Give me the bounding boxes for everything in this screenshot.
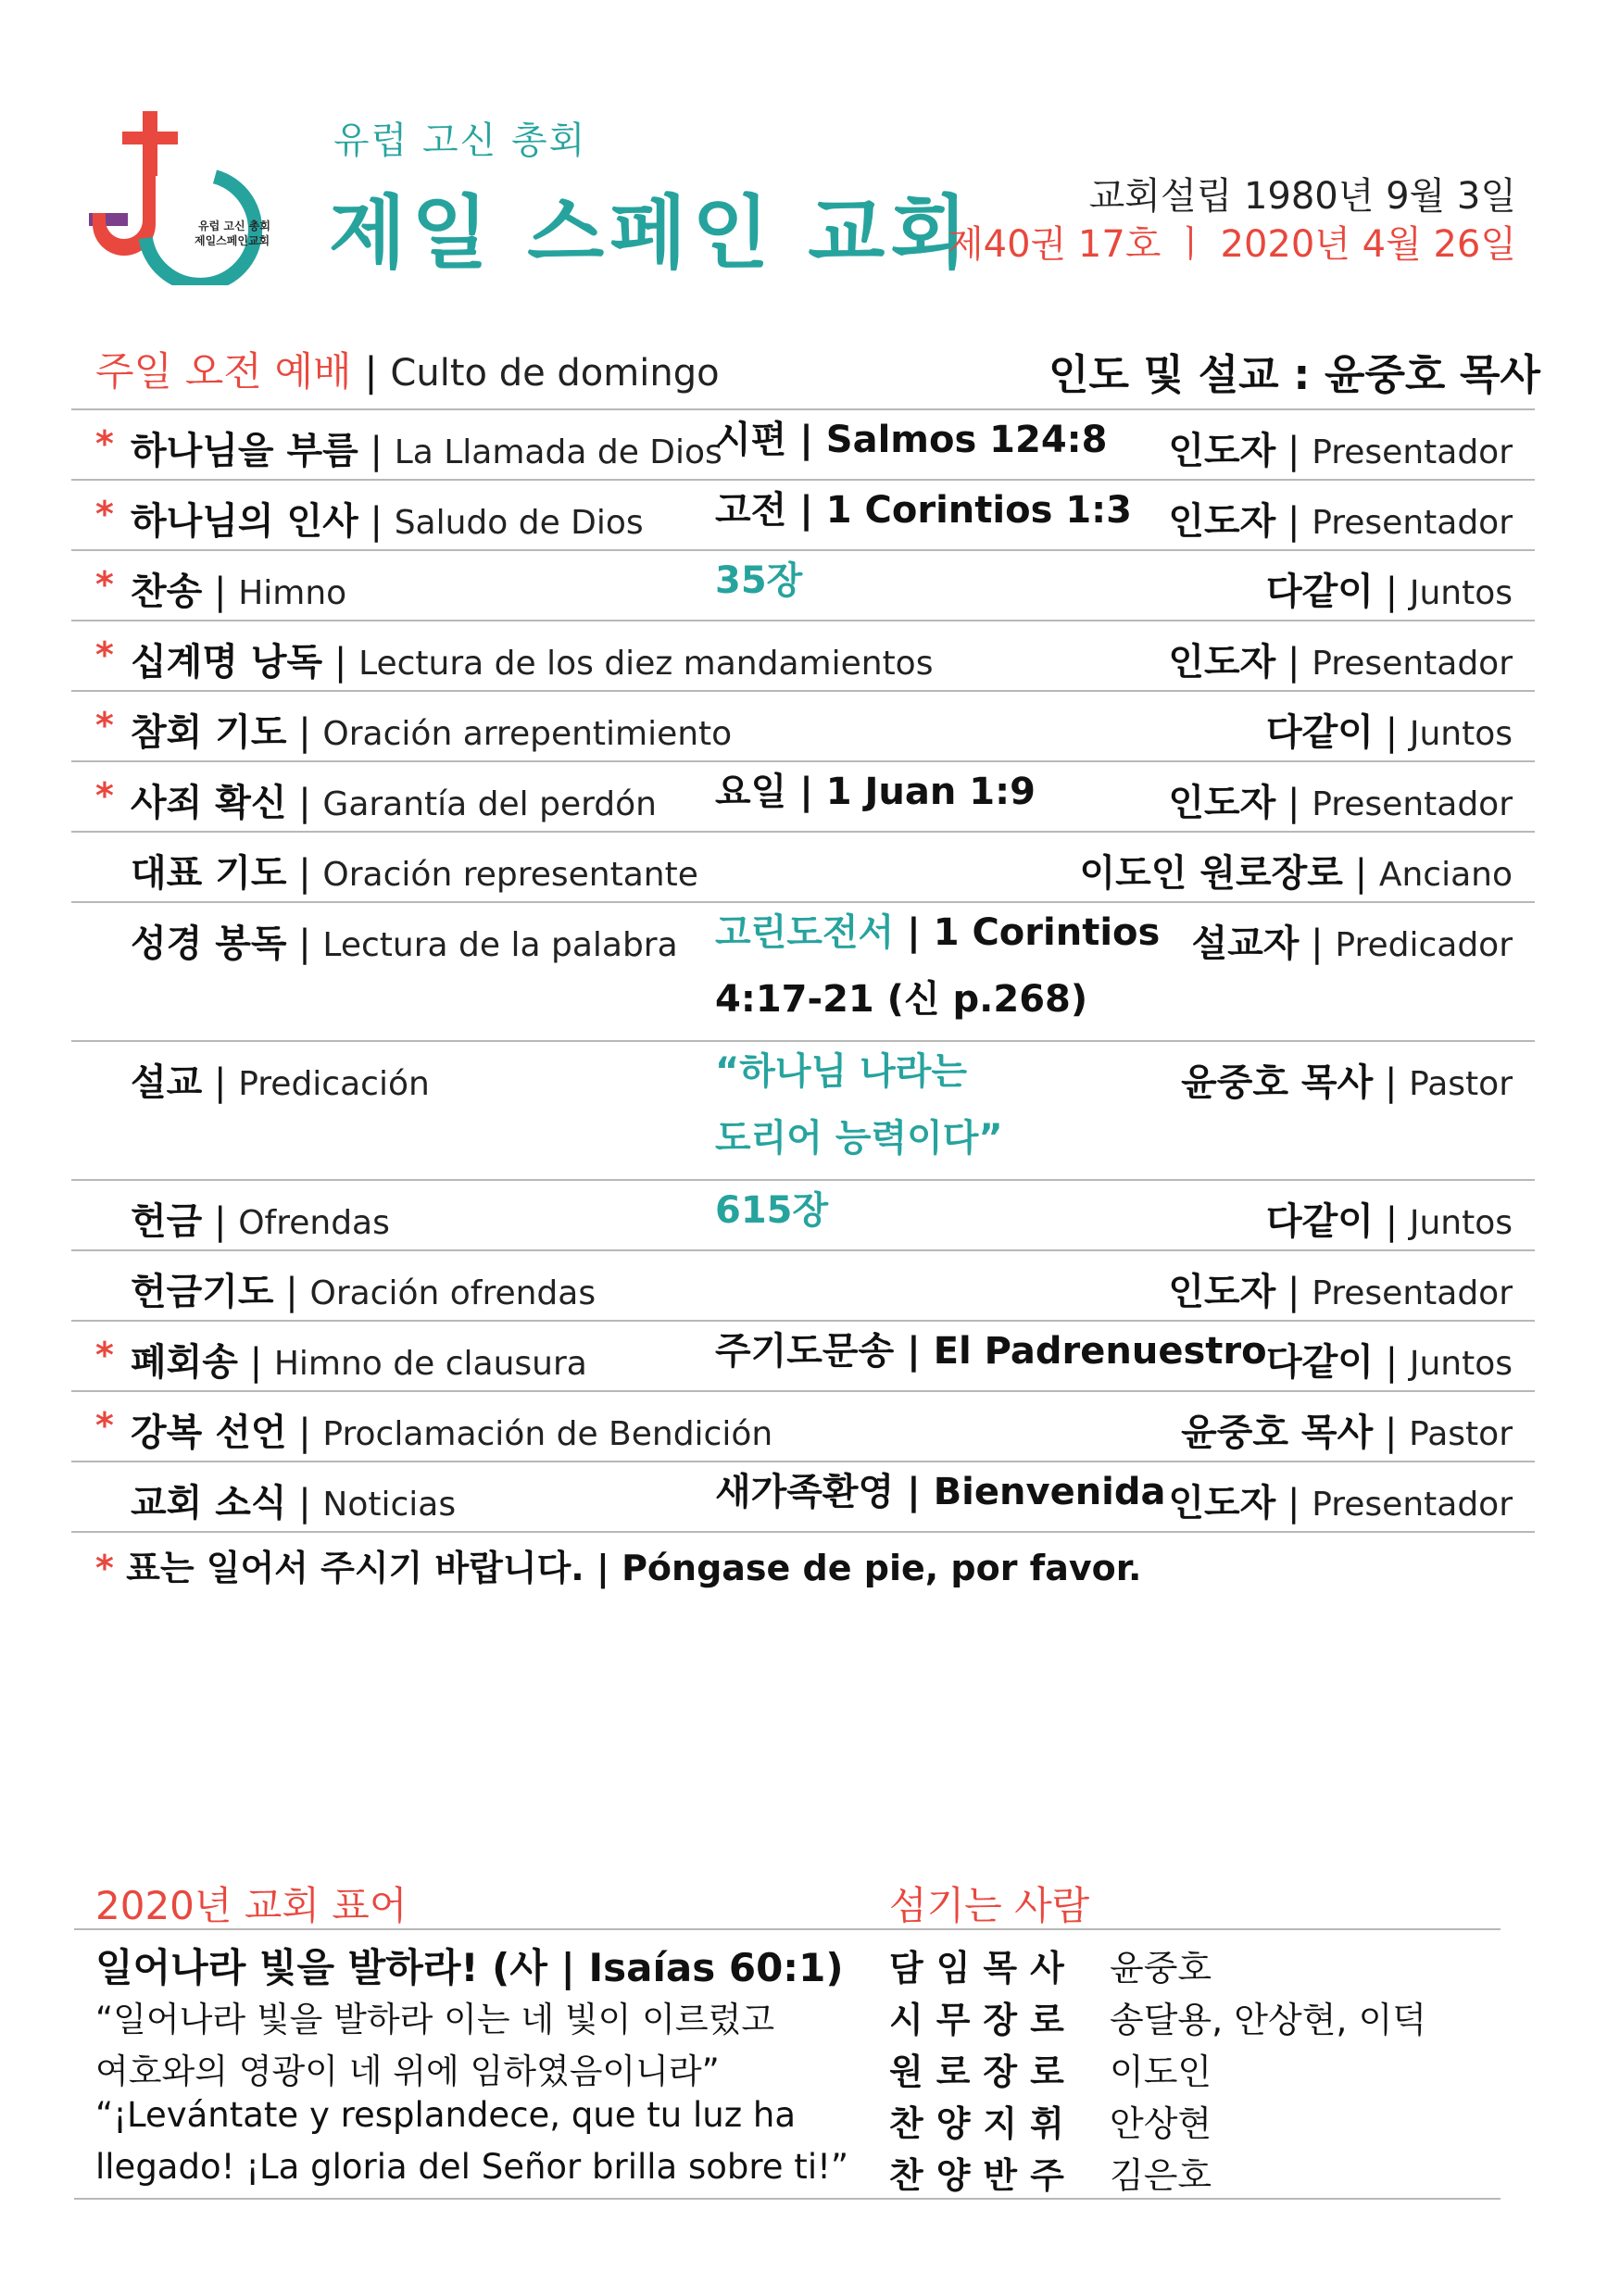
page-title: 제일 스페인 교회 xyxy=(329,187,973,280)
separator: | xyxy=(298,922,311,965)
separator: | xyxy=(1287,1482,1300,1524)
worship-item xyxy=(131,1192,390,1245)
worship-item xyxy=(131,633,933,685)
worship-item-kr: 참회 기도 xyxy=(131,711,287,754)
separator: | xyxy=(298,711,311,754)
servant-name: 이도인 xyxy=(1110,2051,1212,2092)
worship-item xyxy=(131,492,644,545)
servant-name: 송달용, 안상현, 이덕 xyxy=(1110,2000,1426,2040)
role-es: Presentador xyxy=(1312,433,1513,471)
separator: | xyxy=(214,571,227,613)
motto-line: “일어나라 빛을 발하라 이는 네 빛이 이르렀고 xyxy=(95,2000,775,2039)
worship-item-kr: 강복 선언 xyxy=(131,1411,287,1454)
role-es: Juntos xyxy=(1409,715,1513,753)
separator: | xyxy=(907,1330,921,1373)
role-kr: 다같이 xyxy=(1266,571,1374,613)
separator: | xyxy=(1385,571,1399,613)
role-es: Presentador xyxy=(1312,1274,1513,1312)
reference-kr: 고전 xyxy=(715,489,787,532)
separator: | xyxy=(799,419,813,461)
servant-name: 안상현 xyxy=(1110,2103,1212,2144)
worship-item-es: La Llamada de Dios xyxy=(394,433,722,471)
worship-row xyxy=(71,760,1535,831)
role-es: Juntos xyxy=(1409,1204,1513,1242)
separator: | xyxy=(1354,852,1368,895)
separator: | xyxy=(333,641,347,684)
founding-date: 교회설립 1980년 9월 3일 xyxy=(1088,175,1516,218)
divider xyxy=(74,2198,1501,2200)
worship-row xyxy=(71,1179,1535,1249)
worship-role xyxy=(1168,1474,1513,1526)
worship-item xyxy=(131,844,698,897)
worship-row xyxy=(71,901,1535,1040)
worship-row xyxy=(71,1320,1535,1390)
servants-heading: 섬기는 사람 xyxy=(889,1883,1090,1928)
worship-item-es: Lectura de la palabra xyxy=(322,926,678,964)
separator: | xyxy=(214,1200,227,1243)
reference-highlight: 615장 xyxy=(715,1189,829,1232)
role-kr: 다같이 xyxy=(1266,1200,1374,1243)
worship-row xyxy=(71,1249,1535,1320)
role-es: Presentador xyxy=(1312,1486,1513,1524)
servant-role: 원로장로 xyxy=(889,2051,1077,2092)
worship-item xyxy=(131,1053,430,1106)
motto-line: “¡Levántate y resplandece, que tu luz ha xyxy=(95,2095,797,2135)
worship-row xyxy=(71,408,1535,479)
worship-role xyxy=(1168,633,1513,685)
servant-name: 윤중호 xyxy=(1110,1948,1212,1989)
worship-role xyxy=(1168,1262,1513,1315)
separator: | xyxy=(298,852,311,895)
reference-es: 1 Juan 1:9 xyxy=(825,771,1036,813)
reference-line2: 도리어 능력이다” xyxy=(715,1117,1003,1160)
worship-item-kr: 교회 소식 xyxy=(131,1482,287,1524)
separator: | xyxy=(799,489,813,532)
separator: | xyxy=(298,1482,311,1524)
divider xyxy=(71,1531,1535,1533)
church-logo xyxy=(85,109,298,285)
worship-row xyxy=(71,1461,1535,1531)
role-kr: 인도자 xyxy=(1168,1271,1276,1313)
star-marker: * xyxy=(95,564,114,605)
reference-highlight: “하나님 나라는 xyxy=(715,1050,968,1093)
worship-item-es: Himno xyxy=(238,574,347,612)
worship-role xyxy=(1266,1333,1513,1386)
worship-reference xyxy=(715,407,1108,473)
reference-es: Salmos 124:8 xyxy=(825,419,1108,461)
worship-row xyxy=(71,1390,1535,1461)
reference-es: 1 Corintios 1:3 xyxy=(825,489,1132,532)
service-title-kr: 주일 오전 예배 xyxy=(95,349,352,395)
worship-row xyxy=(71,620,1535,690)
separator: | xyxy=(298,782,311,824)
motto-line: 여호와의 영광이 네 위에 임하였음이니라” xyxy=(95,2051,720,2091)
separator: | xyxy=(1287,641,1300,684)
separator: | xyxy=(1287,430,1300,472)
worship-item xyxy=(131,1403,772,1456)
separator: | xyxy=(214,1061,227,1104)
role-kr: 인도자 xyxy=(1168,641,1276,684)
worship-role xyxy=(1080,844,1513,897)
separator: | xyxy=(799,771,813,813)
worship-item-kr: 헌금 xyxy=(131,1200,203,1243)
reference-kr: 시편 xyxy=(715,419,787,461)
role-es: Pastor xyxy=(1409,1065,1513,1103)
reference-es: El Padrenuestro xyxy=(933,1330,1267,1373)
servant-role: 시무장로 xyxy=(889,2000,1077,2040)
worship-item xyxy=(131,1262,596,1315)
service-leader: 인도 및 설교 : 윤중호 목사 xyxy=(1048,350,1540,399)
service-title xyxy=(95,341,720,397)
worship-role xyxy=(1181,1403,1513,1456)
reference-kr: 새가족환영 xyxy=(715,1471,895,1513)
role-es: Pastor xyxy=(1409,1415,1513,1453)
motto-heading: 2020년 교회 표어 xyxy=(95,1883,408,1928)
role-kr: 인도자 xyxy=(1168,430,1276,472)
separator: | xyxy=(1385,1200,1399,1243)
worship-item xyxy=(131,773,657,826)
worship-role xyxy=(1168,773,1513,826)
separator: | xyxy=(285,1271,298,1313)
role-kr: 다같이 xyxy=(1266,711,1374,754)
star-marker: * xyxy=(95,1405,114,1446)
star-marker: * xyxy=(95,634,114,675)
worship-item-kr: 사죄 확신 xyxy=(131,782,287,824)
worship-role xyxy=(1266,703,1513,756)
separator: | xyxy=(1287,1271,1300,1313)
role-kr: 인도자 xyxy=(1168,1482,1276,1524)
role-kr: 이도인 원로장로 xyxy=(1079,852,1343,895)
worship-reference xyxy=(715,1177,828,1244)
reference-line2: 4:17-21 (신 p.268) xyxy=(715,978,1088,1021)
worship-row xyxy=(71,831,1535,901)
star-marker: * xyxy=(95,1548,114,1588)
worship-item xyxy=(131,703,732,756)
logo-text-2: 제일스페인교회 xyxy=(195,234,270,247)
separator: | xyxy=(1384,1411,1398,1454)
worship-item xyxy=(131,1474,456,1526)
reference-es: 1 Corintios xyxy=(933,911,1161,954)
divider xyxy=(74,1928,1501,1930)
separator: | xyxy=(364,349,378,395)
separator: | xyxy=(1384,1061,1398,1104)
star-marker: * xyxy=(95,775,114,816)
servant-role: 찬양반주 xyxy=(889,2155,1077,2196)
worship-row xyxy=(71,479,1535,549)
logo-text-1: 유럽 고신 총회 xyxy=(198,220,270,232)
worship-item-es: Saludo de Dios xyxy=(394,504,644,542)
worship-role xyxy=(1181,1053,1513,1106)
separator: | xyxy=(1311,922,1324,965)
worship-reference xyxy=(715,547,802,614)
worship-row xyxy=(71,1040,1535,1179)
separator: | xyxy=(907,911,921,954)
role-kr: 윤중호 목사 xyxy=(1181,1411,1374,1454)
separator: | xyxy=(298,1411,311,1454)
worship-item-es: Ofrendas xyxy=(238,1204,390,1242)
worship-item xyxy=(131,421,722,474)
worship-item-kr: 하나님의 인사 xyxy=(131,500,358,543)
motto-title: 일어나라 빛을 발하라! (사 | Isaías 60:1) xyxy=(95,1945,844,1990)
worship-reference xyxy=(715,759,1036,825)
worship-role xyxy=(1168,421,1513,474)
service-title-es: Culto de domingo xyxy=(390,352,720,395)
servant-role: 찬양지휘 xyxy=(889,2103,1077,2144)
worship-item xyxy=(131,914,678,967)
reference-kr: 요일 xyxy=(715,771,787,813)
separator: | xyxy=(370,430,383,472)
separator: | xyxy=(1287,500,1300,543)
separator: | xyxy=(1385,711,1399,754)
worship-item xyxy=(131,562,346,615)
role-es: Presentador xyxy=(1312,785,1513,823)
role-es: Anciano xyxy=(1378,856,1513,894)
worship-item-kr: 폐회송 xyxy=(131,1341,238,1384)
star-marker: * xyxy=(95,423,114,464)
star-marker: * xyxy=(95,494,114,534)
star-marker: * xyxy=(95,705,114,746)
star-marker: * xyxy=(95,1335,114,1375)
servant-role: 담임목사 xyxy=(889,1948,1077,1989)
worship-item-es: Garantía del perdón xyxy=(322,785,657,823)
standing-note xyxy=(95,1539,1142,1590)
worship-role xyxy=(1266,562,1513,615)
order-of-worship xyxy=(71,408,1535,1533)
servant-name: 김은호 xyxy=(1110,2155,1212,2196)
motto-line: llegado! ¡La gloria del Señor brilla sobre ti!” xyxy=(95,2147,849,2187)
reference-kr: 주기도문송 xyxy=(715,1330,895,1373)
reference-highlight: 35장 xyxy=(715,559,803,602)
worship-role xyxy=(1168,492,1513,545)
role-es: Juntos xyxy=(1409,1345,1513,1383)
role-es: Presentador xyxy=(1312,504,1513,542)
separator: | xyxy=(1385,1341,1399,1384)
worship-item-kr: 하나님을 부름 xyxy=(131,430,358,472)
role-es: Juntos xyxy=(1409,574,1513,612)
worship-item-kr: 대표 기도 xyxy=(131,852,287,895)
worship-row xyxy=(71,549,1535,620)
worship-reference xyxy=(715,1038,1003,1172)
worship-item-kr: 성경 봉독 xyxy=(131,922,287,965)
worship-item-kr: 헌금기도 xyxy=(131,1271,274,1313)
worship-reference xyxy=(715,1459,1166,1525)
role-kr: 인도자 xyxy=(1168,782,1276,824)
role-kr: 다같이 xyxy=(1266,1341,1374,1384)
role-kr: 설교자 xyxy=(1191,922,1300,965)
worship-item-kr: 십계명 낭독 xyxy=(131,641,323,684)
role-kr: 인도자 xyxy=(1168,500,1276,543)
service-heading xyxy=(95,341,1540,404)
worship-item-es: Predicación xyxy=(238,1065,430,1103)
separator: | xyxy=(249,1341,263,1384)
worship-item-es: Lectura de los diez mandamientos xyxy=(358,645,934,683)
worship-item-es: Oración representante xyxy=(322,856,698,894)
worship-role xyxy=(1266,1192,1513,1245)
role-es: Presentador xyxy=(1312,645,1513,683)
worship-item-kr: 찬송 xyxy=(131,571,203,613)
reference-es: Bienvenida xyxy=(933,1471,1166,1513)
separator: | xyxy=(1287,782,1300,824)
separator: | xyxy=(907,1471,921,1513)
reference-highlight: 고린도전서 xyxy=(715,911,895,954)
worship-item xyxy=(131,1333,587,1386)
role-kr: 윤중호 목사 xyxy=(1181,1061,1374,1104)
separator: | xyxy=(370,500,383,543)
worship-reference xyxy=(715,899,1160,1033)
worship-item-es: Proclamación de Bendición xyxy=(322,1415,773,1453)
worship-role xyxy=(1192,914,1513,967)
worship-item-es: Oración ofrendas xyxy=(309,1274,597,1312)
issue-info: 제40권 17호 ㅣ 2020년 4월 26일 xyxy=(948,223,1516,266)
worship-reference xyxy=(715,1318,1267,1385)
worship-item-es: Oración arrepentimiento xyxy=(322,715,733,753)
worship-reference xyxy=(715,477,1132,544)
worship-row xyxy=(71,690,1535,760)
worship-item-es: Noticias xyxy=(322,1486,457,1524)
role-es: Predicador xyxy=(1335,926,1513,964)
standing-note-text: 표는 일어서 주시기 바랍니다. | Póngase de pie, por favor. xyxy=(126,1548,1142,1588)
worship-item-es: Himno de clausura xyxy=(273,1345,587,1383)
header-subtitle: 유럽 고신 총회 xyxy=(333,119,587,162)
worship-item-kr: 설교 xyxy=(131,1061,203,1104)
